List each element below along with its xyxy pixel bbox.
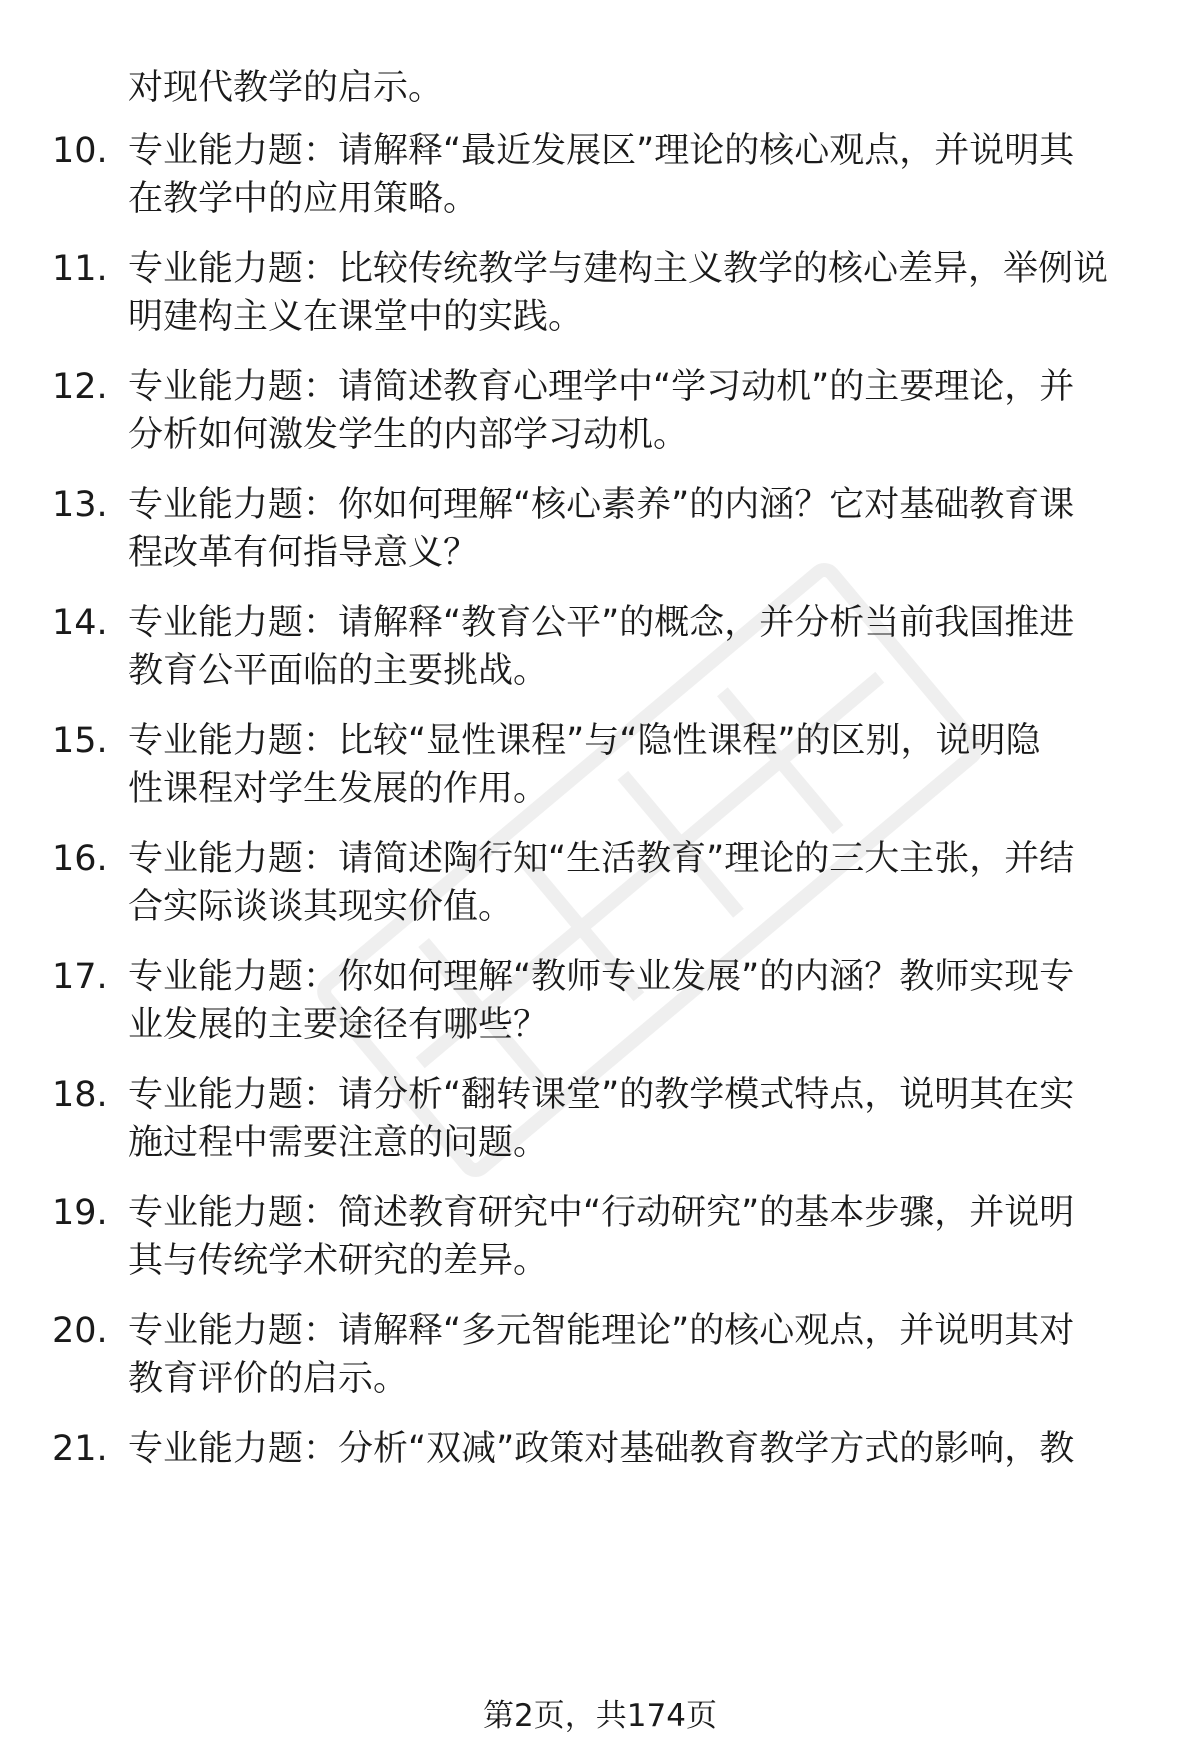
question-item xyxy=(0,363,1200,463)
question-number: 20. xyxy=(52,1311,108,1351)
question-item xyxy=(0,1307,1200,1407)
question-number: 18. xyxy=(52,1075,108,1115)
question-item xyxy=(0,481,1200,581)
question-item xyxy=(0,835,1200,935)
question-text-line: 专业能力题：请分析“翻转课堂”的教学模式特点，说明其在实 xyxy=(128,1075,1075,1115)
question-text-line: 分析如何激发学生的内部学习动机。 xyxy=(128,415,689,455)
question-item xyxy=(0,599,1200,699)
question-text-line: 程改革有何指导意义？ xyxy=(128,533,479,573)
question-number: 14. xyxy=(52,603,108,643)
question-item xyxy=(0,1071,1200,1171)
question-text-line: 专业能力题：简述教育研究中“行动研究”的基本步骤，并说明 xyxy=(128,1193,1075,1233)
page-footer: 第2页，共174页 xyxy=(483,1698,717,1734)
question-text-line: 专业能力题：请简述教育心理学中“学习动机”的主要理论，并 xyxy=(128,367,1075,407)
question-number: 19. xyxy=(52,1193,108,1233)
question-text-line: 专业能力题：你如何理解“教师专业发展”的内涵？教师实现专 xyxy=(128,957,1075,997)
question-text-line: 专业能力题：请解释“最近发展区”理论的核心观点，并说明其 xyxy=(128,131,1075,171)
question-text-line: 施过程中需要注意的问题。 xyxy=(128,1123,549,1163)
question-number: 10. xyxy=(52,131,108,171)
question-text-line: 明建构主义在课堂中的实践。 xyxy=(128,297,584,337)
question-text-line: 专业能力题：请简述陶行知“生活教育”理论的三大主张，并结 xyxy=(128,839,1075,879)
question-text-line: 专业能力题：请解释“教育公平”的概念，并分析当前我国推进 xyxy=(128,603,1075,643)
continued-question-text: 对现代教学的启示。 xyxy=(128,68,444,108)
question-item xyxy=(0,953,1200,1053)
question-item xyxy=(0,245,1200,345)
question-text-line: 专业能力题：请解释“多元智能理论”的核心观点，并说明其对 xyxy=(128,1311,1075,1351)
question-text-line: 业发展的主要途径有哪些？ xyxy=(128,1005,549,1045)
question-item xyxy=(0,1425,1200,1525)
question-number: 11. xyxy=(52,249,108,289)
question-text-line: 专业能力题：比较“显性课程”与“隐性课程”的区别，说明隐 xyxy=(128,721,1041,761)
question-text-line: 其与传统学术研究的差异。 xyxy=(128,1241,549,1281)
question-number: 15. xyxy=(52,721,108,761)
question-text-line: 专业能力题：你如何理解“核心素养”的内涵？它对基础教育课 xyxy=(128,485,1075,525)
question-number: 13. xyxy=(52,485,108,525)
question-text-line: 性课程对学生发展的作用。 xyxy=(128,769,549,809)
question-text-line: 教育评价的启示。 xyxy=(128,1359,409,1399)
question-item xyxy=(0,1189,1200,1289)
question-number: 17. xyxy=(52,957,108,997)
question-text-line: 在教学中的应用策略。 xyxy=(128,179,479,219)
question-text-line: 教育公平面临的主要挑战。 xyxy=(128,651,549,691)
question-item xyxy=(0,127,1200,227)
question-number: 21. xyxy=(52,1429,108,1469)
question-number: 12. xyxy=(52,367,108,407)
question-text-line: 合实际谈谈其现实价值。 xyxy=(128,887,514,927)
question-text-line: 专业能力题：分析“双减”政策对基础教育教学方式的影响，教 xyxy=(128,1429,1075,1469)
question-text-line: 专业能力题：比较传统教学与建构主义教学的核心差异，举例说 xyxy=(128,249,1109,289)
question-item xyxy=(0,717,1200,817)
question-number: 16. xyxy=(52,839,108,879)
